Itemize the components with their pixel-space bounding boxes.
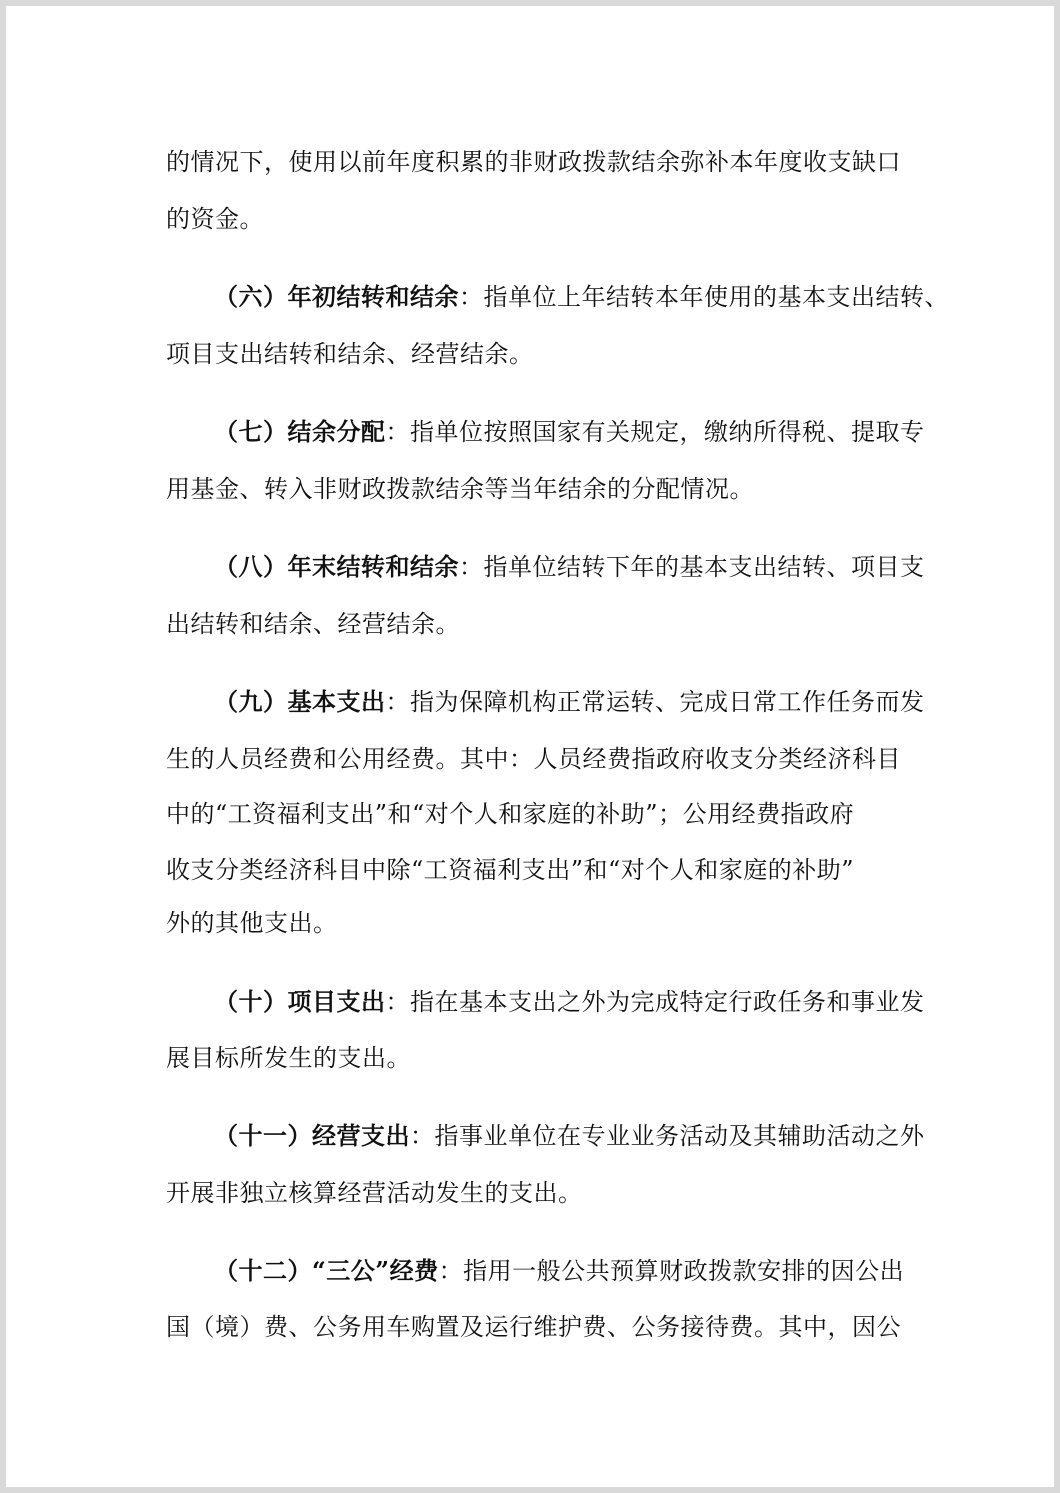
text-line: 的资金。 bbox=[166, 205, 264, 233]
text-line: 国（境）费、公务用车购置及运行维护费、公务接待费。其中，因公 bbox=[166, 1313, 901, 1341]
paragraph-heading-line bbox=[214, 1256, 904, 1286]
term-title: “三公”经费 bbox=[312, 1256, 439, 1285]
paragraph-heading-line bbox=[214, 282, 949, 312]
item-number: （八） bbox=[214, 552, 288, 581]
term-title: 年初结转和结余 bbox=[287, 282, 459, 311]
term-title: 项目支出 bbox=[287, 987, 386, 1016]
paragraph-heading-line bbox=[214, 687, 925, 717]
term-title: 结余分配 bbox=[287, 417, 386, 446]
text-line: 出结转和结余、经营结余。 bbox=[166, 610, 460, 638]
text-line: 外的其他支出。 bbox=[166, 909, 338, 937]
definition-text: ：指事业单位在专业业务活动及其辅助活动之外 bbox=[410, 1122, 925, 1150]
paragraph-heading-line bbox=[214, 1121, 925, 1151]
paragraph-heading-line bbox=[214, 987, 925, 1017]
paragraph-heading-line bbox=[214, 552, 925, 582]
definition-text: ：指用一般公共预算财政拨款安排的因公出 bbox=[438, 1257, 905, 1285]
text-line: 收支分类经济科目中除“工资福利支出”和“对个人和家庭的补助” bbox=[166, 856, 855, 884]
text-line: 用基金、转入非财政拨款结余等当年结余的分配情况。 bbox=[166, 475, 754, 503]
paragraph-heading-line bbox=[214, 417, 925, 447]
text-line: 展目标所发生的支出。 bbox=[166, 1044, 411, 1072]
definition-text: ：指单位上年结转本年使用的基本支出结转、 bbox=[459, 283, 949, 311]
item-number: （六） bbox=[214, 282, 288, 311]
text-line: 生的人员经费和公用经费。其中：人员经费指政府收支分类经济科目 bbox=[166, 745, 901, 773]
item-number: （十二） bbox=[214, 1256, 312, 1285]
text-line: 中的“工资福利支出”和“对个人和家庭的补助”；公用经费指政府 bbox=[166, 800, 855, 828]
definition-text: ：指单位按照国家有关规定，缴纳所得税、提取专 bbox=[385, 418, 925, 446]
item-number: （七） bbox=[214, 417, 288, 446]
term-title: 经营支出 bbox=[312, 1121, 410, 1150]
document-page bbox=[6, 6, 1054, 1487]
term-title: 基本支出 bbox=[287, 687, 386, 716]
definition-text: ：指为保障机构正常运转、完成日常工作任务而发 bbox=[385, 688, 925, 716]
item-number: （九） bbox=[214, 687, 288, 716]
text-line: 的情况下，使用以前年度积累的非财政拨款结余弥补本年度收支缺口 bbox=[166, 148, 901, 176]
text-line: 开展非独立核算经营活动发生的支出。 bbox=[166, 1179, 583, 1207]
definition-text: ：指在基本支出之外为完成特定行政任务和事业发 bbox=[385, 988, 925, 1016]
item-number: （十） bbox=[214, 987, 288, 1016]
term-title: 年末结转和结余 bbox=[287, 552, 459, 581]
definition-text: ：指单位结转下年的基本支出结转、项目支 bbox=[459, 553, 925, 581]
text-line: 项目支出结转和结余、经营结余。 bbox=[166, 340, 534, 368]
item-number: （十一） bbox=[214, 1121, 312, 1150]
